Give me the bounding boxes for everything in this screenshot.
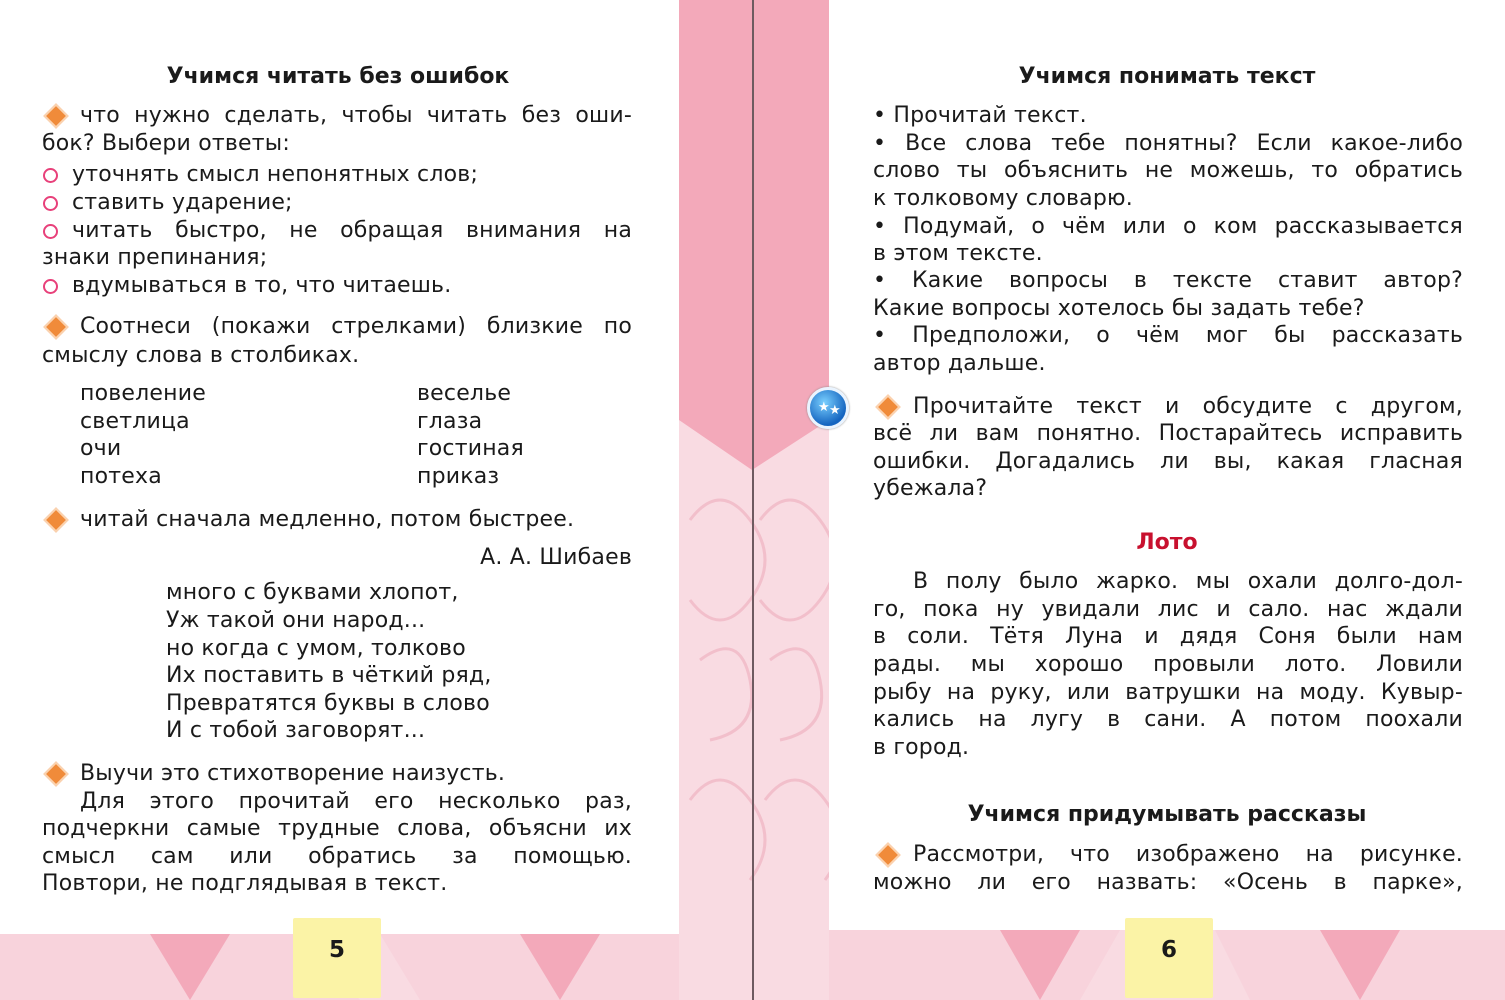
poem-line: Их поставить в чёткий ряд, <box>166 663 492 688</box>
word-right: гостиная <box>417 436 524 461</box>
book-spine <box>752 0 754 1000</box>
page-right <box>829 0 1505 930</box>
bullet-line: слово ты объяснить не можешь, то обратись <box>873 158 1463 183</box>
poem-line: Уж такой они народ... <box>166 608 426 633</box>
section-title: Учимся читать без ошибок <box>166 64 510 89</box>
word-left: повеление <box>80 381 206 406</box>
story-line: В полу было жарко. мы охали долго-дол- <box>913 569 1463 594</box>
question-line: смыслу слова в столбиках. <box>42 343 360 368</box>
poem-line: много с буквами хлопот, <box>166 580 459 605</box>
word-left: очи <box>80 436 122 461</box>
circle-checkbox-icon[interactable] <box>43 196 58 211</box>
question-line: Соотнеси (покажи стрелками) близкие по <box>80 314 632 339</box>
circle-checkbox-icon[interactable] <box>43 279 58 294</box>
word-left: потеха <box>80 464 162 489</box>
star-badge-icon[interactable]: ★ ★ <box>807 387 849 429</box>
question-line: читай сначала медленно, потом быстрее. <box>80 507 575 532</box>
section-title: Учимся придумывать рассказы <box>967 802 1367 827</box>
story-line: в город. <box>873 735 970 760</box>
body-line: Повтори, не подглядывая в текст. <box>42 871 448 896</box>
story-line: кались на лугу в сани. А потом поохали <box>873 707 1463 732</box>
diamond-icon <box>43 507 68 532</box>
diamond-icon <box>875 394 900 419</box>
word-left: светлица <box>80 409 190 434</box>
poem-line: И с тобой заговорят... <box>166 718 426 743</box>
poem-author: А. А. Шибаев <box>480 545 632 570</box>
diamond-icon <box>875 842 900 867</box>
bullet-line: в этом тексте. <box>873 241 1043 266</box>
answer-option: вдумываться в то, что читаешь. <box>72 273 452 298</box>
bullet-line: • Подумай, о чём или о ком рассказывается <box>873 214 1463 239</box>
page-left <box>0 0 679 934</box>
word-right: приказ <box>417 464 500 489</box>
bullet-line: к толковому словарю. <box>873 186 1133 211</box>
bullet-line: • Предположи, о чём мог бы рассказать <box>873 323 1463 348</box>
question-line: всё ли вам понятно. Постарайтесь исправить <box>873 421 1463 446</box>
answer-option-cont: знаки препинания; <box>42 245 268 270</box>
bullet-line: Какие вопросы хотелось бы задать тебе? <box>873 296 1365 321</box>
bullet-line: • Прочитай текст. <box>873 103 1087 128</box>
circle-checkbox-icon[interactable] <box>43 168 58 183</box>
question-line: бок? Выбери ответы: <box>42 131 290 156</box>
word-right: глаза <box>417 409 483 434</box>
diamond-icon <box>43 314 68 339</box>
story-line: рыбу на руку, или ватрушки на моду. Кувыр- <box>873 680 1463 705</box>
story-line: рады. мы хорошо провыли лото. Ловили <box>873 652 1463 677</box>
bullet-line: • Все слова тебе понятны? Если какое-либо <box>873 131 1463 156</box>
bullet-line: • Какие вопросы в тексте ставит автор? <box>873 268 1463 293</box>
question-line: убежала? <box>873 476 988 501</box>
diamond-icon <box>43 761 68 786</box>
bullet-line: автор дальше. <box>873 351 1046 376</box>
poem-line: Превратятся буквы в слово <box>166 691 490 716</box>
question-line: ошибки. Догадались ли вы, какая гласная <box>873 449 1463 474</box>
question-line: Рассмотри, что изображено на рисунке. <box>913 842 1463 867</box>
question-line: можно ли его назвать: «Осень в парке», <box>873 870 1463 895</box>
poem-line: но когда с умом, толково <box>166 636 466 661</box>
story-line: го, пока ну увидали лис и сало. нас ждали <box>873 597 1463 622</box>
question-line: что нужно сделать, чтобы читать без оши- <box>80 103 632 128</box>
section-title: Учимся понимать текст <box>1018 64 1316 89</box>
story-title: Лото <box>1136 530 1198 555</box>
story-line: в соли. Тётя Луна и дядя Соня были нам <box>873 624 1463 649</box>
circle-checkbox-icon[interactable] <box>43 224 58 239</box>
answer-option: ставить ударение; <box>72 190 293 215</box>
diamond-icon <box>43 103 68 128</box>
body-line: подчеркни самые трудные слова, объясни их <box>42 816 632 841</box>
page-number: 5 <box>293 918 381 998</box>
body-line: смысл сам или обратись за помощью. <box>42 844 632 869</box>
question-line: Выучи это стихотворение наизусть. <box>80 761 506 786</box>
answer-option: уточнять смысл непонятных слов; <box>72 162 479 187</box>
page-number: 6 <box>1125 918 1213 998</box>
question-line: Прочитайте текст и обсудите с другом, <box>913 394 1463 419</box>
word-right: веселье <box>417 381 512 406</box>
body-line: Для этого прочитай его несколько раз, <box>80 789 632 814</box>
answer-option: читать быстро, не обращая внимания на <box>72 218 632 243</box>
